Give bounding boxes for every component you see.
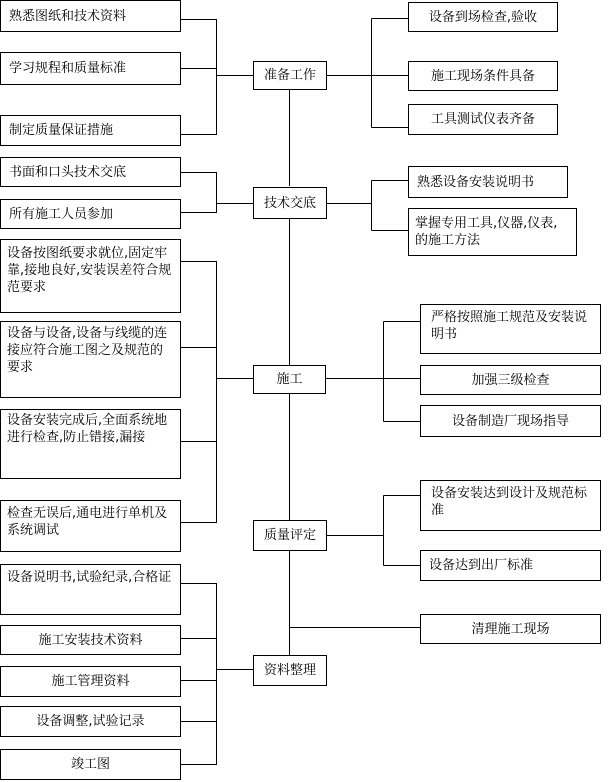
prep-left-item-3: 制定质量保证措施 bbox=[0, 115, 181, 146]
documents-left-item-5: 竣工图 bbox=[0, 749, 181, 780]
stage-documents-box bbox=[253, 655, 327, 686]
construction-right-item-3: 设备制造厂现场指导 bbox=[420, 405, 601, 437]
documents-left-item-1: 设备说明书,试验纪录,合格证 bbox=[0, 564, 181, 615]
construction-right-item-1: 严格按照施工规范及安装说明书 bbox=[420, 304, 601, 354]
prep-left-item-1: 熟悉图纸和技术资料 bbox=[0, 0, 181, 32]
disclosure-right-item-1: 熟悉设备安装说明书 bbox=[408, 166, 568, 198]
documents-left-item-3: 施工管理资料 bbox=[0, 666, 181, 697]
prep-right-item-2: 施工现场条件具备 bbox=[408, 61, 558, 91]
evaluation-right-item-1: 设备安装达到设计及规范标准 bbox=[420, 480, 601, 531]
prep-right-item-3: 工具测试仪表齐备 bbox=[408, 104, 558, 135]
stage-construction-box bbox=[253, 365, 326, 394]
evaluation-right-item-2: 设备达到出厂标准 bbox=[420, 550, 601, 581]
stage-prep-box bbox=[253, 61, 327, 90]
stage-prep-label: 准备工作 bbox=[263, 68, 316, 83]
construction-right-connector bbox=[326, 322, 420, 422]
construction-left-item-1: 设备按图纸要求就位,固定牢靠,接地良好,安装误差符合规范要求 bbox=[0, 239, 181, 313]
construction-left-connector bbox=[181, 262, 253, 523]
prep-left-connector bbox=[181, 20, 253, 135]
evaluation-right-connector bbox=[327, 496, 420, 566]
construction-left-item-3: 设备安装完成后,全面系统地进行检查,防止错接,漏接 bbox=[0, 409, 181, 479]
stage-documents-label: 资料整理 bbox=[263, 663, 316, 678]
stage-disclosure-label: 技术交底 bbox=[263, 195, 316, 211]
stage-disclosure-box bbox=[253, 187, 327, 219]
prep-right-item-1: 设备到场检查,验收 bbox=[408, 2, 558, 32]
documents-left-item-2: 施工安装技术资料 bbox=[0, 625, 181, 655]
disclosure-left-item-1: 书面和口头技术交底 bbox=[0, 157, 181, 187]
stage-construction-label: 施工 bbox=[276, 372, 303, 387]
disclosure-left-connector bbox=[181, 173, 253, 213]
evaluation-right-item-3: 清理施工现场 bbox=[420, 614, 601, 644]
construction-left-item-2: 设备与设备,设备与线缆的连接应符合施工图之及规范的要求 bbox=[0, 321, 181, 398]
documents-left-connector bbox=[181, 584, 253, 765]
prep-right-connector bbox=[327, 19, 408, 128]
disclosure-right-item-2: 掌握专用工具,仪器,仪表,的施工方法 bbox=[408, 208, 577, 256]
stage-evaluation-label: 质量评定 bbox=[263, 528, 316, 543]
documents-left-item-4: 设备调整,试验记录 bbox=[0, 706, 181, 737]
construction-left-item-4: 检查无误后,通电进行单机及系统调试 bbox=[0, 500, 181, 552]
disclosure-left-item-2: 所有施工人员参加 bbox=[0, 199, 181, 229]
disclosure-right-connector bbox=[327, 181, 408, 231]
prep-left-item-2: 学习规程和质量标准 bbox=[0, 52, 181, 85]
construction-right-item-2: 加强三级检查 bbox=[420, 365, 601, 395]
stage-evaluation-box bbox=[253, 520, 327, 551]
